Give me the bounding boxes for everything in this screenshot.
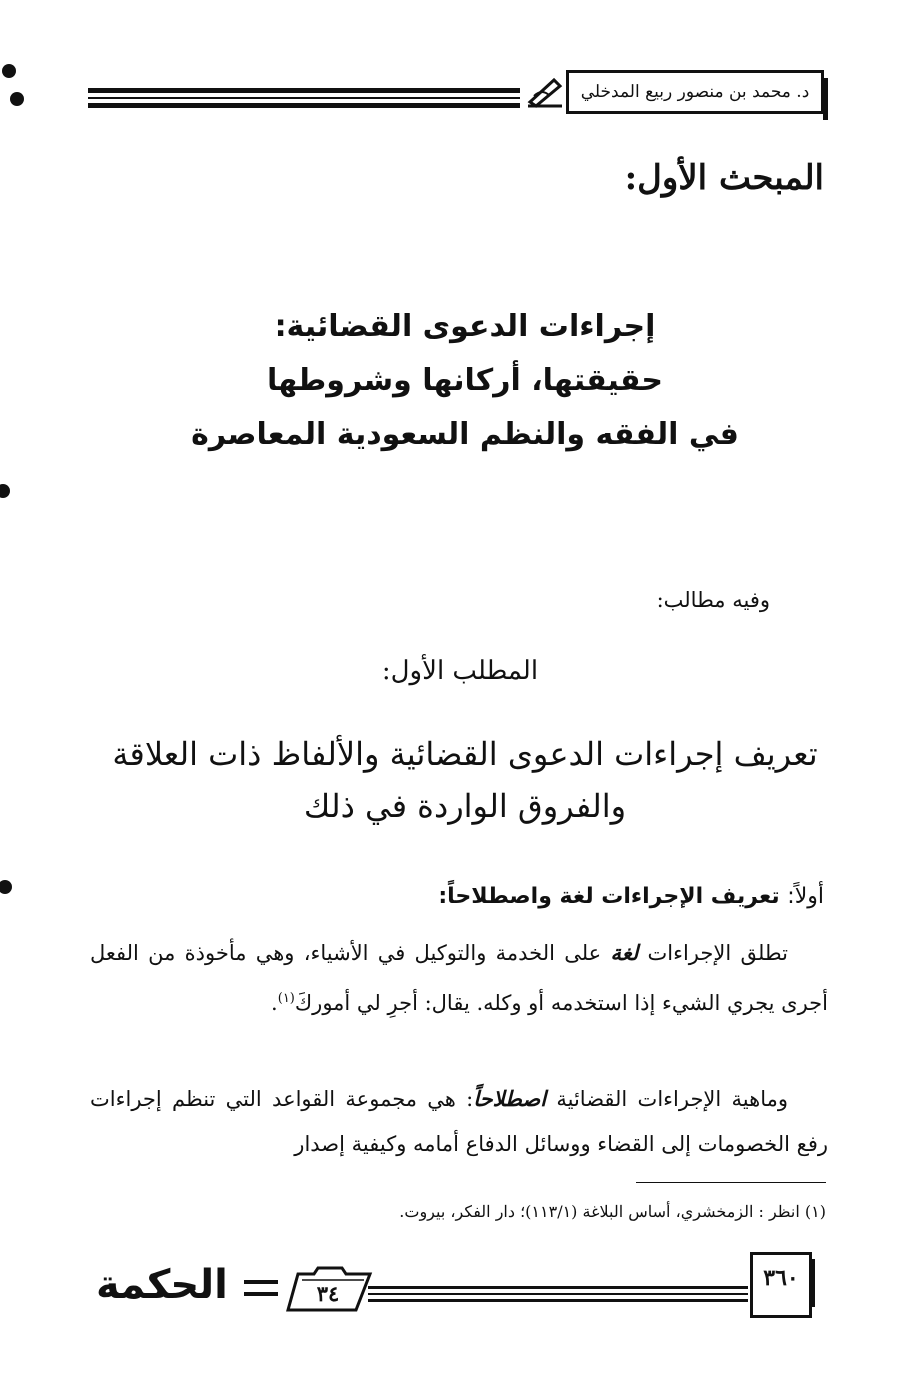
margin-dot bbox=[2, 64, 16, 78]
subsection-heading: المطلب الأول: bbox=[381, 656, 539, 686]
author-name-box bbox=[566, 70, 824, 114]
equals-sign bbox=[244, 1292, 278, 1296]
footer-rule bbox=[368, 1293, 748, 1295]
emphasis-word: لغة bbox=[610, 940, 639, 965]
point-heading-text: تعريف الإجراءات لغة واصطلاحاً: bbox=[438, 884, 780, 909]
paragraph-text: وماهية الإجراءات القضائية bbox=[546, 1087, 788, 1111]
footnote-divider bbox=[636, 1182, 826, 1183]
paragraph-1 bbox=[90, 930, 828, 1026]
section-heading: المبحث الأول: bbox=[624, 158, 824, 198]
margin-dot bbox=[0, 880, 12, 894]
title-line: في الفقه والنظم السعودية المعاصرة bbox=[191, 417, 739, 452]
footer-rule bbox=[368, 1299, 748, 1302]
contains-label: وفيه مطالب: bbox=[656, 588, 770, 612]
header-rule-thick bbox=[88, 103, 520, 108]
journal-logo: الحكمة bbox=[96, 1262, 228, 1308]
pen-icon bbox=[524, 74, 564, 110]
margin-dot bbox=[0, 484, 10, 498]
point-prefix: أولاً: bbox=[787, 884, 824, 909]
author-name: د. محمد بن منصور ربيع المدخلي bbox=[580, 82, 810, 102]
title-line: حقيقتها، أركانها وشروطها bbox=[266, 363, 664, 398]
emphasis-word: اصطلاحاً bbox=[473, 1086, 547, 1111]
margin-dot bbox=[10, 92, 24, 106]
paragraph-text: : هي مجموعة القواعد التي تنظم إجراءات رفع الخصومات إلى القضاء ووسائل الدفاع أمامه وكيفية إصدار bbox=[90, 1087, 828, 1156]
title-line: إجراءات الدعوى القضائية: bbox=[274, 309, 656, 344]
paragraph-text: . bbox=[271, 991, 278, 1015]
page-number-box bbox=[750, 1252, 812, 1318]
article-title bbox=[60, 300, 870, 462]
issue-number: ٣٤ bbox=[316, 1280, 340, 1306]
subsection-title-line: تعريف إجراءات الدعوى القضائية والألفاظ ذات العلاقة bbox=[112, 735, 818, 773]
header-rule-thick bbox=[88, 88, 520, 93]
page-number: ٣٦٠ bbox=[763, 1265, 799, 1291]
footer-rule bbox=[368, 1286, 748, 1289]
paragraph-text: تطلق الإجراءات bbox=[638, 941, 788, 965]
footnote: (١) انظر : الزمخشري، أساس البلاغة (١١٣/١)؛ دار الفكر، بيروت. bbox=[399, 1202, 826, 1221]
paragraph-2 bbox=[90, 1076, 828, 1167]
equals-sign bbox=[244, 1280, 278, 1284]
point-heading bbox=[438, 884, 824, 909]
header-rule-thin bbox=[88, 97, 520, 99]
paragraph-text: على الخدمة والتوكيل في الأشياء، وهي مأخوذة من الفعل أجرى يجري الشيء إذا استخدمه أو وكله. يقال: أجرِ لي أموركَ bbox=[90, 941, 828, 1015]
subsection-title-line: والفروق الواردة في ذلك bbox=[303, 787, 627, 825]
footnote-reference[interactable]: (١) bbox=[277, 991, 295, 1006]
subsection-title bbox=[60, 728, 870, 832]
